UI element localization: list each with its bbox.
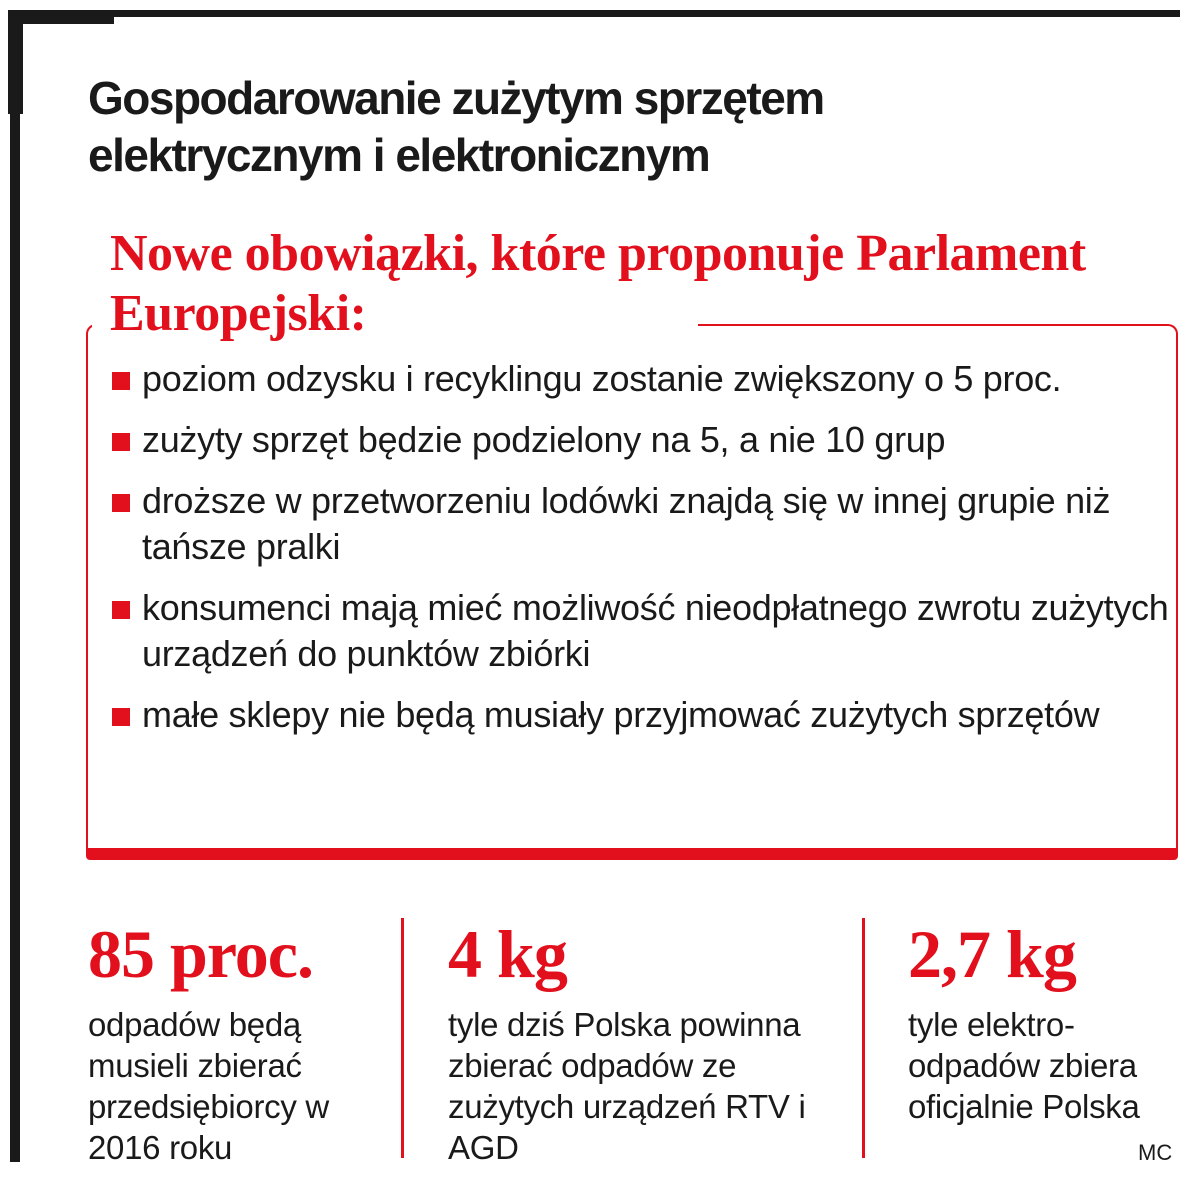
stat-value: 85 proc.	[88, 916, 313, 992]
frame-top-rule	[8, 10, 1180, 17]
column-divider	[862, 918, 865, 1158]
frame-corner-accent	[8, 10, 114, 24]
list-item-text: zużyty sprzęt będzie podzielony na 5, a nie 10 grup	[142, 419, 946, 460]
stat-description: tyle elektro- odpadów zbiera oficjalnie Polska	[908, 1006, 1140, 1125]
column-divider	[401, 918, 404, 1158]
stat-description: odpadów będą musieli zbierać przedsiębiorcy w 2016 roku	[88, 1006, 329, 1166]
bullet-square-icon	[112, 601, 130, 619]
list-item-text: poziom odzysku i recyklingu zostanie zwiększony o 5 proc.	[142, 358, 1062, 399]
list-item-text: małe sklepy nie będą musiały przyjmować zużytych sprzętów	[142, 694, 1100, 735]
list-item	[110, 356, 1170, 402]
list-item	[110, 417, 1170, 463]
stat-required-collection	[448, 912, 848, 1168]
list-item-text: konsumenci mają mieć możliwość nieodpłatnego zwrotu zużytych urządzeń do punktów zbiórki	[142, 587, 1169, 674]
bullet-square-icon	[112, 494, 130, 512]
stat-official-collection	[908, 912, 1188, 1127]
proposals-box-bottom-bar	[86, 848, 1178, 860]
stat-collection-target	[88, 912, 388, 1168]
list-item	[110, 478, 1170, 570]
list-item	[110, 585, 1170, 677]
bullet-square-icon	[112, 372, 130, 390]
list-item	[110, 692, 1170, 738]
list-item-text: droższe w przetworzeniu lodówki znajdą się w innej grupie niż tańsze pralki	[142, 480, 1111, 567]
stat-value: 2,7 kg	[908, 916, 1076, 992]
bullet-square-icon	[112, 708, 130, 726]
stat-value: 4 kg	[448, 916, 567, 992]
bullet-square-icon	[112, 433, 130, 451]
stat-description: tyle dziś Polska powinna zbierać odpadów ze zużytych urządzeń RTV i AGD	[448, 1006, 806, 1166]
proposals-list	[110, 356, 1170, 753]
author-credit: MC	[1138, 1140, 1173, 1165]
page-title: Gospodarowanie zużytym sprzętem elektrycznym i elektronicznym	[88, 72, 824, 181]
proposals-heading: Nowe obowiązki, które proponuje Parlament Europejski:	[110, 225, 1086, 342]
frame-left-rule	[10, 10, 20, 1162]
